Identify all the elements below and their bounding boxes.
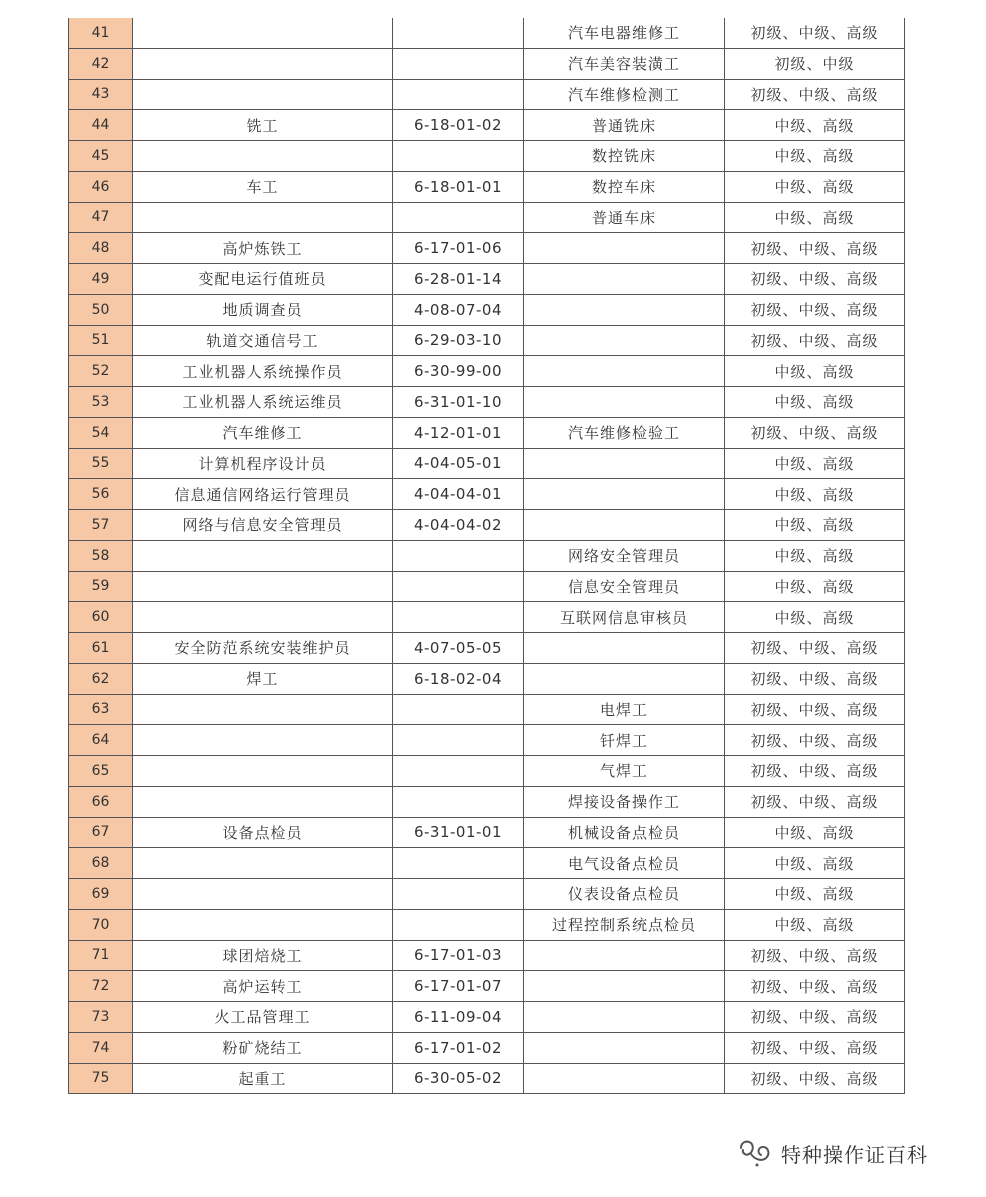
table-row <box>69 18 905 48</box>
row-number-cell: 70 <box>69 909 133 940</box>
skill-level-cell: 初级、中级、高级 <box>725 233 905 264</box>
row-number-cell: 62 <box>69 663 133 694</box>
occupation-code-cell <box>393 879 524 910</box>
table-row <box>69 510 905 541</box>
sub-occupation-cell: 电气设备点检员 <box>524 848 725 879</box>
watermark-text: 特种操作证百科 <box>781 1142 928 1167</box>
skill-level-cell: 初级、中级、高级 <box>725 786 905 817</box>
sub-occupation-cell: 过程控制系统点检员 <box>524 909 725 940</box>
table-row <box>69 356 905 387</box>
table-row <box>69 448 905 479</box>
skill-level-cell: 中级、高级 <box>725 817 905 848</box>
skill-level-cell: 中级、高级 <box>725 879 905 910</box>
skill-level-cell: 中级、高级 <box>725 510 905 541</box>
sub-occupation-cell: 网络安全管理员 <box>524 540 725 571</box>
occupation-code-cell <box>393 786 524 817</box>
table-row <box>69 971 905 1002</box>
table-row <box>69 725 905 756</box>
occupation-name-cell: 轨道交通信号工 <box>133 325 393 356</box>
occupation-name-cell: 信息通信网络运行管理员 <box>133 479 393 510</box>
sub-occupation-cell: 汽车维修检测工 <box>524 79 725 110</box>
skill-level-cell: 中级、高级 <box>725 571 905 602</box>
sub-occupation-cell: 汽车美容装潢工 <box>524 48 725 79</box>
table-row <box>69 663 905 694</box>
row-number-cell: 68 <box>69 848 133 879</box>
row-number-cell: 49 <box>69 264 133 295</box>
skill-level-cell: 初级、中级、高级 <box>725 79 905 110</box>
occupation-code-cell <box>393 141 524 172</box>
sub-occupation-cell: 仪表设备点检员 <box>524 879 725 910</box>
table-row <box>69 786 905 817</box>
skill-level-cell: 初级、中级、高级 <box>725 940 905 971</box>
occupation-name-cell: 粉矿烧结工 <box>133 1032 393 1063</box>
occupation-table <box>68 18 905 1094</box>
occupation-name-cell: 安全防范系统安装维护员 <box>133 633 393 664</box>
table-body <box>69 18 905 1094</box>
skill-level-cell: 中级、高级 <box>725 387 905 418</box>
skill-level-cell: 中级、高级 <box>725 848 905 879</box>
sub-occupation-cell <box>524 971 725 1002</box>
table-row <box>69 479 905 510</box>
row-number-cell: 65 <box>69 756 133 787</box>
skill-level-cell: 中级、高级 <box>725 540 905 571</box>
skill-level-cell: 中级、高级 <box>725 110 905 141</box>
skill-level-cell: 初级、中级、高级 <box>725 971 905 1002</box>
occupation-code-cell: 6-18-02-04 <box>393 663 524 694</box>
occupation-code-cell: 4-08-07-04 <box>393 294 524 325</box>
skill-level-cell: 初级、中级、高级 <box>725 725 905 756</box>
occupation-code-cell: 4-12-01-01 <box>393 417 524 448</box>
occupation-code-cell <box>393 756 524 787</box>
occupation-name-cell <box>133 540 393 571</box>
row-number-cell: 51 <box>69 325 133 356</box>
sub-occupation-cell <box>524 510 725 541</box>
sub-occupation-cell <box>524 294 725 325</box>
sub-occupation-cell: 钎焊工 <box>524 725 725 756</box>
row-number-cell: 42 <box>69 48 133 79</box>
skill-level-cell: 初级、中级、高级 <box>725 417 905 448</box>
skill-level-cell: 中级、高级 <box>725 602 905 633</box>
row-number-cell: 74 <box>69 1032 133 1063</box>
skill-level-cell: 初级、中级 <box>725 48 905 79</box>
table-row <box>69 1032 905 1063</box>
sub-occupation-cell: 电焊工 <box>524 694 725 725</box>
sub-occupation-cell: 焊接设备操作工 <box>524 786 725 817</box>
table-row <box>69 694 905 725</box>
occupation-code-cell: 4-07-05-05 <box>393 633 524 664</box>
skill-level-cell: 初级、中级、高级 <box>725 325 905 356</box>
occupation-name-cell <box>133 79 393 110</box>
skill-level-cell: 中级、高级 <box>725 202 905 233</box>
row-number-cell: 56 <box>69 479 133 510</box>
occupation-name-cell <box>133 694 393 725</box>
table-row <box>69 202 905 233</box>
sub-occupation-cell <box>524 940 725 971</box>
sub-occupation-cell <box>524 325 725 356</box>
occupation-code-cell <box>393 48 524 79</box>
sub-occupation-cell <box>524 1032 725 1063</box>
row-number-cell: 48 <box>69 233 133 264</box>
table-row <box>69 110 905 141</box>
row-number-cell: 73 <box>69 1002 133 1033</box>
table-row <box>69 817 905 848</box>
sub-occupation-cell <box>524 1063 725 1094</box>
table-row <box>69 940 905 971</box>
occupation-code-cell: 4-04-05-01 <box>393 448 524 479</box>
skill-level-cell: 初级、中级、高级 <box>725 756 905 787</box>
occupation-code-cell: 6-30-05-02 <box>393 1063 524 1094</box>
occupation-code-cell <box>393 909 524 940</box>
row-number-cell: 58 <box>69 540 133 571</box>
sub-occupation-cell: 普通铣床 <box>524 110 725 141</box>
row-number-cell: 55 <box>69 448 133 479</box>
sub-occupation-cell: 普通车床 <box>524 202 725 233</box>
table-row <box>69 602 905 633</box>
row-number-cell: 47 <box>69 202 133 233</box>
skill-level-cell: 中级、高级 <box>725 448 905 479</box>
occupation-code-cell <box>393 602 524 633</box>
occupation-name-cell: 高炉运转工 <box>133 971 393 1002</box>
occupation-name-cell: 计算机程序设计员 <box>133 448 393 479</box>
table-row <box>69 325 905 356</box>
sub-occupation-cell <box>524 479 725 510</box>
occupation-code-cell <box>393 571 524 602</box>
sub-occupation-cell <box>524 663 725 694</box>
row-number-cell: 67 <box>69 817 133 848</box>
sub-occupation-cell <box>524 387 725 418</box>
sub-occupation-cell: 气焊工 <box>524 756 725 787</box>
sub-occupation-cell: 机械设备点检员 <box>524 817 725 848</box>
skill-level-cell: 初级、中级、高级 <box>725 633 905 664</box>
occupation-code-cell: 4-04-04-01 <box>393 479 524 510</box>
sub-occupation-cell <box>524 356 725 387</box>
watermark <box>737 1138 928 1168</box>
occupation-name-cell <box>133 879 393 910</box>
row-number-cell: 60 <box>69 602 133 633</box>
sub-occupation-cell <box>524 233 725 264</box>
occupation-code-cell <box>393 202 524 233</box>
row-number-cell: 53 <box>69 387 133 418</box>
occupation-name-cell: 网络与信息安全管理员 <box>133 510 393 541</box>
occupation-code-cell <box>393 18 524 48</box>
sub-occupation-cell: 汽车维修检验工 <box>524 417 725 448</box>
occupation-code-cell: 6-11-09-04 <box>393 1002 524 1033</box>
table-row <box>69 848 905 879</box>
row-number-cell: 72 <box>69 971 133 1002</box>
occupation-name-cell <box>133 602 393 633</box>
occupation-code-cell: 6-18-01-01 <box>393 171 524 202</box>
occupation-code-cell <box>393 694 524 725</box>
table-row <box>69 233 905 264</box>
occupation-name-cell: 高炉炼铁工 <box>133 233 393 264</box>
occupation-name-cell: 起重工 <box>133 1063 393 1094</box>
skill-level-cell: 初级、中级、高级 <box>725 1002 905 1033</box>
row-number-cell: 46 <box>69 171 133 202</box>
row-number-cell: 45 <box>69 141 133 172</box>
occupation-name-cell: 地质调查员 <box>133 294 393 325</box>
occupation-code-cell: 6-17-01-06 <box>393 233 524 264</box>
occupation-name-cell <box>133 202 393 233</box>
occupation-name-cell: 焊工 <box>133 663 393 694</box>
table-row <box>69 294 905 325</box>
skill-level-cell: 中级、高级 <box>725 141 905 172</box>
sub-occupation-cell: 信息安全管理员 <box>524 571 725 602</box>
table-row <box>69 1063 905 1094</box>
skill-level-cell: 中级、高级 <box>725 479 905 510</box>
occupation-name-cell: 工业机器人系统运维员 <box>133 387 393 418</box>
sub-occupation-cell <box>524 264 725 295</box>
skill-level-cell: 中级、高级 <box>725 171 905 202</box>
occupation-name-cell <box>133 141 393 172</box>
row-number-cell: 57 <box>69 510 133 541</box>
skill-level-cell: 初级、中级、高级 <box>725 1063 905 1094</box>
skill-level-cell: 中级、高级 <box>725 909 905 940</box>
sub-occupation-cell: 数控车床 <box>524 171 725 202</box>
row-number-cell: 52 <box>69 356 133 387</box>
occupation-name-cell <box>133 786 393 817</box>
occupation-code-cell: 6-17-01-03 <box>393 940 524 971</box>
table-row <box>69 1002 905 1033</box>
occupation-code-cell: 6-31-01-01 <box>393 817 524 848</box>
table-row <box>69 79 905 110</box>
row-number-cell: 44 <box>69 110 133 141</box>
occupation-code-cell <box>393 79 524 110</box>
row-number-cell: 54 <box>69 417 133 448</box>
occupation-code-cell: 6-17-01-02 <box>393 1032 524 1063</box>
table-row <box>69 633 905 664</box>
row-number-cell: 64 <box>69 725 133 756</box>
sub-occupation-cell <box>524 448 725 479</box>
row-number-cell: 71 <box>69 940 133 971</box>
occupation-name-cell: 设备点检员 <box>133 817 393 848</box>
table-row <box>69 909 905 940</box>
occupation-name-cell <box>133 571 393 602</box>
occupation-name-cell <box>133 48 393 79</box>
occupation-code-cell <box>393 725 524 756</box>
row-number-cell: 50 <box>69 294 133 325</box>
sub-occupation-cell <box>524 633 725 664</box>
row-number-cell: 59 <box>69 571 133 602</box>
occupation-name-cell: 工业机器人系统操作员 <box>133 356 393 387</box>
skill-level-cell: 初级、中级、高级 <box>725 18 905 48</box>
occupation-name-cell <box>133 756 393 787</box>
table-row <box>69 141 905 172</box>
occupation-code-cell <box>393 540 524 571</box>
occupation-table-container <box>68 18 904 1094</box>
occupation-name-cell <box>133 725 393 756</box>
table-row <box>69 48 905 79</box>
occupation-name-cell <box>133 18 393 48</box>
row-number-cell: 61 <box>69 633 133 664</box>
row-number-cell: 69 <box>69 879 133 910</box>
occupation-code-cell <box>393 848 524 879</box>
skill-level-cell: 初级、中级、高级 <box>725 694 905 725</box>
table-row <box>69 756 905 787</box>
sub-occupation-cell: 汽车电器维修工 <box>524 18 725 48</box>
row-number-cell: 43 <box>69 79 133 110</box>
row-number-cell: 41 <box>69 18 133 48</box>
occupation-code-cell: 6-31-01-10 <box>393 387 524 418</box>
wechat-channel-icon <box>737 1138 773 1168</box>
skill-level-cell: 初级、中级、高级 <box>725 264 905 295</box>
occupation-code-cell: 6-17-01-07 <box>393 971 524 1002</box>
sub-occupation-cell <box>524 1002 725 1033</box>
skill-level-cell: 初级、中级、高级 <box>725 294 905 325</box>
sub-occupation-cell: 数控铣床 <box>524 141 725 172</box>
occupation-code-cell: 6-18-01-02 <box>393 110 524 141</box>
occupation-name-cell: 球团焙烧工 <box>133 940 393 971</box>
occupation-code-cell: 6-30-99-00 <box>393 356 524 387</box>
occupation-name-cell: 汽车维修工 <box>133 417 393 448</box>
row-number-cell: 75 <box>69 1063 133 1094</box>
skill-level-cell: 中级、高级 <box>725 356 905 387</box>
skill-level-cell: 初级、中级、高级 <box>725 663 905 694</box>
occupation-name-cell: 火工品管理工 <box>133 1002 393 1033</box>
table-row <box>69 879 905 910</box>
table-row <box>69 540 905 571</box>
table-row <box>69 571 905 602</box>
skill-level-cell: 初级、中级、高级 <box>725 1032 905 1063</box>
occupation-name-cell: 车工 <box>133 171 393 202</box>
occupation-code-cell: 6-28-01-14 <box>393 264 524 295</box>
row-number-cell: 66 <box>69 786 133 817</box>
occupation-code-cell: 4-04-04-02 <box>393 510 524 541</box>
occupation-name-cell: 变配电运行值班员 <box>133 264 393 295</box>
occupation-code-cell: 6-29-03-10 <box>393 325 524 356</box>
sub-occupation-cell: 互联网信息审核员 <box>524 602 725 633</box>
row-number-cell: 63 <box>69 694 133 725</box>
table-row <box>69 387 905 418</box>
table-row <box>69 171 905 202</box>
table-row <box>69 417 905 448</box>
table-row <box>69 264 905 295</box>
occupation-name-cell <box>133 909 393 940</box>
occupation-name-cell <box>133 848 393 879</box>
occupation-name-cell: 铣工 <box>133 110 393 141</box>
